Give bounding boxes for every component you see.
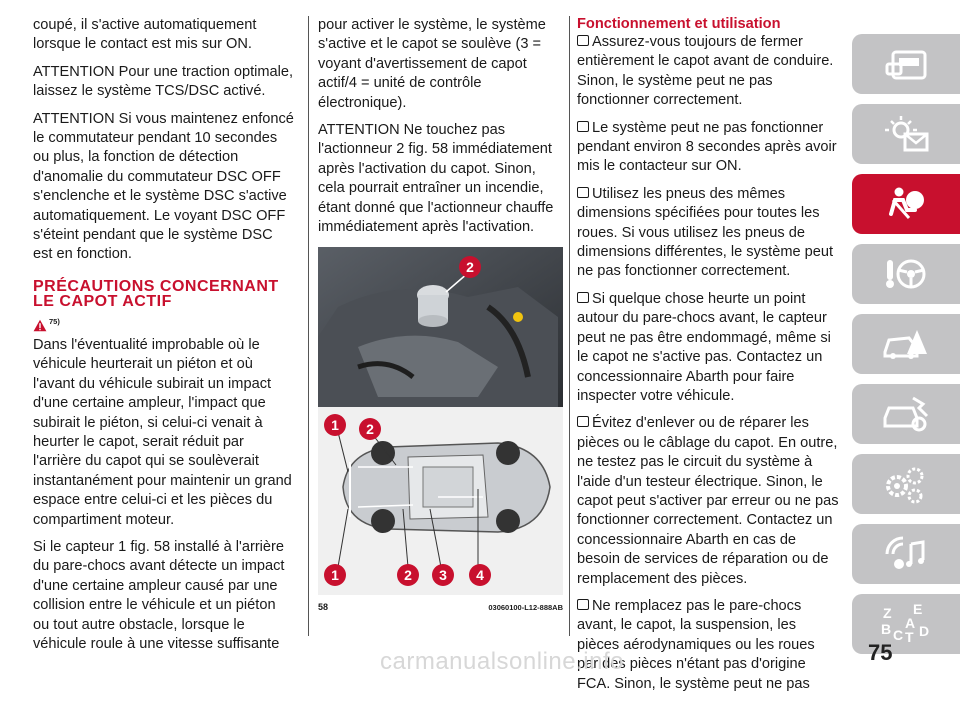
- column-divider: [569, 16, 570, 636]
- bullet-item: Assurez-vous toujours de fermer entièrement le capot avant de conduire. Sinon, le système peut ne pas fonctionner correctement.: [577, 34, 834, 109]
- figure-code: 03060100-L12-888AB: [488, 603, 563, 613]
- chapter-tab[interactable]: [852, 104, 960, 164]
- figure-callout: 2: [404, 567, 412, 584]
- bullet-item: Évitez d'enlever ou de réparer les pièces ou le câblage du capot. En outre, ne testez pas le circuit du système à l'aide d'un testeur électrique. Sinon, le capot peut s'activer par erreur ou ne pas fonctionner correctement. Contactez un concessionnaire Abarth en cas de besoin de services de réparation ou de remplacement des pièces.: [577, 415, 839, 587]
- car-maintenance-icon: [879, 394, 933, 434]
- figure-58-image: [318, 247, 563, 595]
- text-column-left: [33, 16, 295, 662]
- car-dashboard-icon: [879, 44, 933, 84]
- section-heading: PRÉCAUTIONS CONCERNANT LE CAPOT ACTIF: [33, 277, 279, 311]
- paragraph: ATTENTION Ne touchez pas l'actionneur 2 fig. 58 immédiatement après l'activation du capot. Sinon, cela pourrait entraîner un incendie, étant donné que l'actionneur chauffe immédiatement après l'activation.: [318, 122, 554, 236]
- figure-caption: [318, 598, 563, 617]
- paragraph: coupé, il s'active automatiquement lorsque le contact est mis sur ON.: [33, 17, 257, 53]
- index-letter: A: [905, 615, 916, 631]
- alphabet-index-icon: [879, 604, 933, 644]
- page-number: 75: [868, 640, 893, 665]
- figure-callout: 1: [331, 417, 339, 434]
- figure-callout: 2: [466, 259, 474, 276]
- engine-and-car-illustration: [318, 247, 563, 595]
- car-breakdown-icon: [879, 324, 933, 364]
- index-letter: C: [893, 627, 904, 643]
- figure-number: 58: [318, 602, 329, 613]
- text-column-right: [577, 16, 839, 702]
- bullet-box-icon: [577, 35, 589, 46]
- index-letter: B: [881, 621, 892, 637]
- index-letter: D: [919, 623, 930, 639]
- chapter-tab[interactable]: [852, 454, 960, 514]
- bullet-item: Si quelque chose heurte un point autour du pare-chocs avant, le capteur peut ne pas être endommagé, même si le capot ne s'active pas. Contactez un concessionnaire Abarth pour faire inspecter votre véhicule.: [577, 290, 831, 404]
- index-letter: T: [905, 629, 914, 644]
- bullet-list: [577, 33, 839, 694]
- warning-triangle-icon: [33, 319, 47, 332]
- column-divider: [308, 16, 309, 636]
- paragraph: ATTENTION Pour une traction optimale, laissez le système TCS/DSC activé.: [33, 63, 294, 100]
- bullet-box-icon: [577, 416, 589, 427]
- text-column-middle: [318, 16, 563, 618]
- airbag-seatbelt-icon: [879, 184, 933, 224]
- figure-callout: 1: [331, 567, 339, 584]
- multimedia-icon: [879, 534, 933, 574]
- paragraph: Si le capteur 1 fig. 58 installé à l'arrière du pare-chocs avant détecte un impact d'une certaine ampleur causé par une collision entre le véhicule et un piéton ou tout autre obstacle, lorsque le véhicule roule à une vitesse suffisante: [33, 538, 285, 652]
- watermark: carmanualsonline.info: [380, 648, 624, 675]
- bullet-box-icon: [577, 599, 589, 610]
- chapter-tab[interactable]: [852, 524, 960, 584]
- chapter-tab[interactable]: [852, 384, 960, 444]
- paragraph: pour activer le système, le système s'active et le capot se soulève (3 = voyant d'avertissement de capot actif/4 = unité de contrôle électronique).: [318, 17, 546, 111]
- bullet-item: Le système peut ne pas fonctionner pendant environ 8 secondes après avoir mis le contacteur sur ON.: [577, 119, 837, 175]
- paragraph: Dans l'éventualité improbable où le véhicule heurterait un piéton et où l'avant du véhicule subirait un impact d'une certaine ampleur, l'impact que subirait le piéton, si celui-ci venait à heurter le capot, serait réduit par l'arrière du capot qui se soulèverait instantanément pour maintenir un grand espace entre celui-ci et les pièces du compartiment moteur.: [33, 336, 292, 528]
- chapter-tab[interactable]: [852, 34, 960, 94]
- bullet-box-icon: [577, 187, 589, 198]
- chapter-tab-bar: [852, 34, 960, 664]
- index-letter: Z: [883, 605, 892, 621]
- bullet-item: Utilisez les pneus des mêmes dimensions spécifiées pour toutes les roues. Si vous utilisez les pneus de dimensions différentes, le système peut ne pas fonctionner correctement.: [577, 185, 834, 280]
- bullet-item: Ne remplacez pas le pare-chocs avant, le capot, la suspension, les pièces aérodynamiques ou les roues par des pièces n'étant pas d'origine FCA. Sinon, le système peut ne pas: [577, 597, 815, 692]
- figure-callout: 4: [476, 567, 484, 584]
- paragraph: ATTENTION Si vous maintenez enfoncé le commutateur pendant 10 secondes ou plus, la fonction de détection d'anomalie du commutateur DSC OFF s'enclenche et le système DSC s'active automatiquement. Le voyant DSC OFF s'éteint pendant que le système DSC est en fonction.: [33, 110, 294, 263]
- warning-lights-icon: [879, 114, 933, 154]
- key-steering-wheel-icon: [879, 254, 933, 294]
- warning-reference: [33, 314, 295, 332]
- index-letter: E: [913, 604, 923, 617]
- chapter-tab[interactable]: [852, 244, 960, 304]
- chapter-tab[interactable]: [852, 174, 960, 234]
- figure-callout: 3: [439, 567, 447, 584]
- bullet-box-icon: [577, 292, 589, 303]
- section-subheading: Fonctionnement et utilisation: [577, 16, 781, 32]
- bullet-box-icon: [577, 121, 589, 132]
- figure-callout: 2: [366, 421, 374, 438]
- gears-icon: [879, 464, 933, 504]
- chapter-tab[interactable]: [852, 314, 960, 374]
- warning-ref-number: 75): [49, 317, 60, 327]
